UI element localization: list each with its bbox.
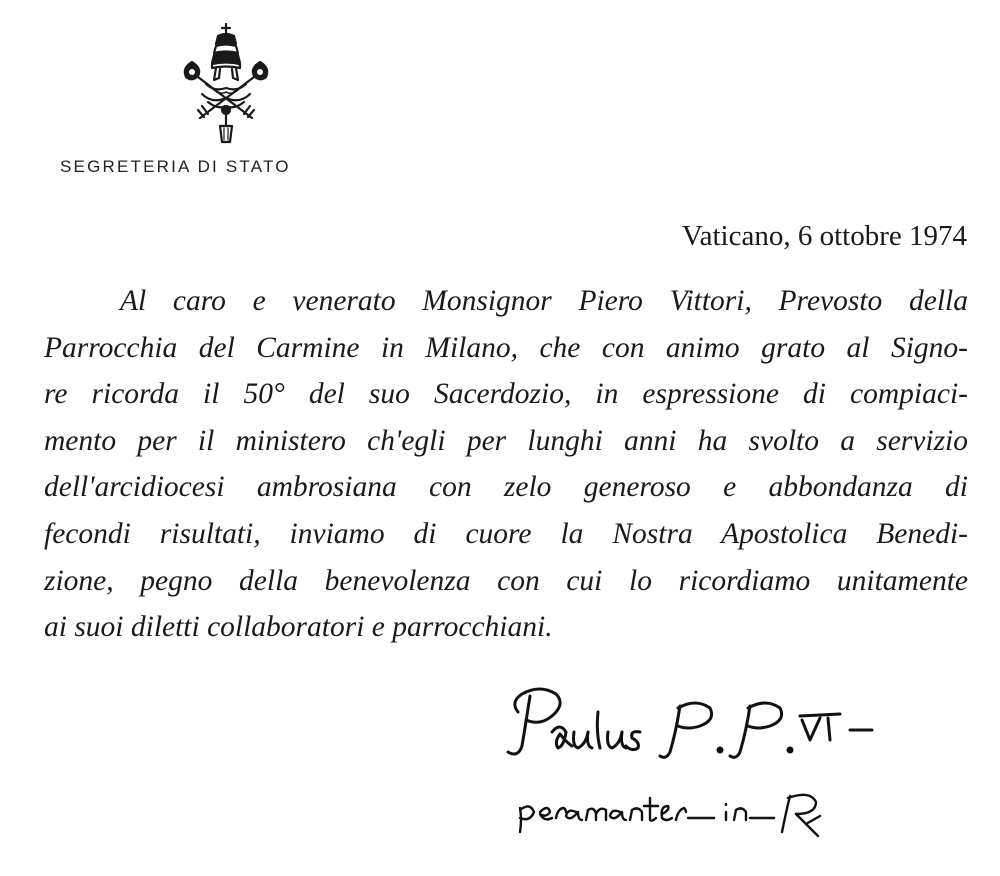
letter-line: fecondi risultati, inviamo di cuore la Nostra Apostolica Benedi-	[44, 517, 968, 550]
letter-line: mento per il ministero ch'egli per lunghi anni ha svolto a servizio	[44, 424, 968, 457]
letter-line: Al caro e venerato Monsignor Piero Vittori, Prevosto della	[120, 285, 968, 317]
handwritten-signature	[500, 672, 920, 852]
letter-line: Parrocchia del Carmine in Milano, che con animo grato al Signo-	[44, 331, 968, 364]
letter-body	[44, 278, 968, 651]
papal-coat-of-arms-icon	[176, 22, 276, 144]
office-title: SEGRETERIA DI STATO	[60, 157, 291, 176]
letter-line: dell'arcidiocesi ambrosiana con zelo generoso e abbondanza di	[44, 471, 968, 504]
letter-line: re ricorda il 50° del suo Sacerdozio, in espressione di compiaci-	[44, 378, 968, 411]
dateline: Vaticano, 6 ottobre 1974	[681, 220, 967, 252]
letter-line: zione, pegno della benevolenza con cui lo ricordiamo unitamente	[44, 564, 968, 597]
letter-line: ai suoi diletti collaboratori e parrocchiani.	[44, 611, 553, 644]
